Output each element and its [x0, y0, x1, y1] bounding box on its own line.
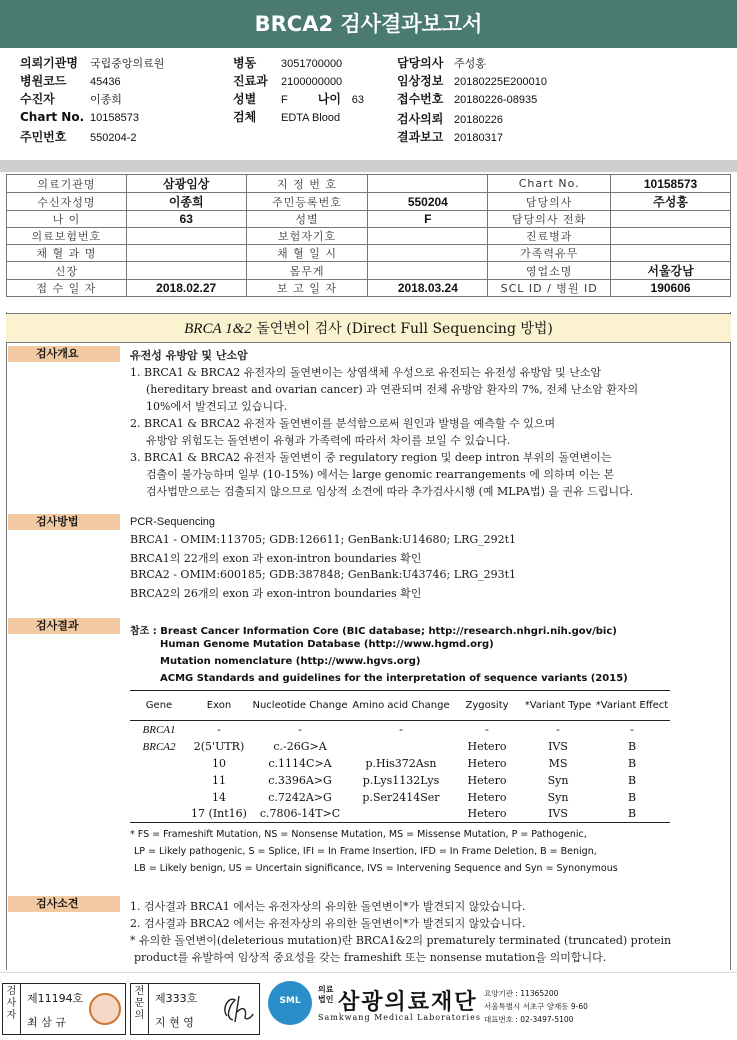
- overview-subtitle: 유전성 유방암 및 난소암: [130, 349, 248, 362]
- patient-field-label: 담당의사 전화: [488, 211, 611, 228]
- report-title-bar: [0, 0, 737, 48]
- patient-field-value: 63: [126, 211, 246, 228]
- patient-row: [7, 211, 731, 228]
- report-sheet: [0, 172, 737, 972]
- variant-cell: MS: [548, 756, 568, 770]
- patient-field-value: [126, 245, 246, 262]
- variant-row: [130, 806, 670, 823]
- variant-cell: [130, 755, 188, 772]
- variant-cell: c.3396A>G: [268, 773, 332, 787]
- patient-field-value: 550204: [368, 193, 488, 211]
- summary-field: 담당의사 주성홍: [397, 56, 486, 70]
- variant-row: [130, 738, 670, 755]
- variant-cell: [130, 789, 188, 806]
- org-label: 의료법인: [318, 985, 334, 1004]
- variant-cell: p.Lys1132Lys: [362, 773, 440, 787]
- patient-field-value: 10158573: [611, 175, 731, 193]
- report-title: BRCA2 검사결과보고서: [254, 12, 483, 36]
- patient-field-value: [611, 211, 731, 228]
- patient-field-value: 서울강남: [611, 262, 731, 280]
- summary-field: 결과보고 20180317: [397, 130, 503, 144]
- summary-field: 임상정보 20180225E200010: [397, 74, 547, 88]
- patient-field-label: Chart No.: [488, 175, 611, 193]
- patient-row: [7, 175, 731, 193]
- patient-field-value: [368, 262, 488, 280]
- summary-field: 의뢰기관명 국립중앙의료원: [20, 56, 165, 70]
- variant-cell: 17 (Int16): [188, 806, 250, 823]
- variant-cell: -: [217, 722, 221, 736]
- variant-cell: [350, 738, 452, 755]
- variant-column-header: *Variant Effect: [594, 691, 670, 721]
- reference-line: Human Genome Mutation Database (http://www.hgmd.org): [160, 639, 494, 650]
- variant-cell: IVS: [548, 739, 568, 753]
- variant-cell: BRCA1: [142, 723, 176, 736]
- doctor-label: 전문의: [131, 984, 149, 1034]
- summary-field: 수진자 이종희: [20, 92, 122, 106]
- summary-field: 주민번호 550204-2: [20, 130, 137, 144]
- patient-field-label: 접 수 일 자: [7, 280, 127, 297]
- variant-cell: p.His372Asn: [365, 756, 437, 770]
- variant-cell: [350, 806, 452, 823]
- org-name: 삼광의료재단: [338, 990, 478, 1015]
- sml-logo-icon: SML: [268, 981, 312, 1025]
- patient-field-label: 주민등록번호: [246, 193, 368, 211]
- patient-field-value: [368, 175, 488, 193]
- variant-cell: -: [630, 722, 634, 736]
- patient-field-value: [611, 228, 731, 245]
- seal-stamp-icon: [89, 993, 121, 1025]
- variant-cell: 11: [212, 773, 226, 787]
- variant-cell: -: [298, 722, 302, 736]
- test-title: BRCA 1&2 돌연변이 검사 (Direct Full Sequencing 방법): [6, 313, 731, 343]
- variant-cell: -: [399, 722, 403, 736]
- variant-row: [130, 789, 670, 806]
- patient-field-label: 채 혈 과 명: [7, 245, 127, 262]
- patient-field-label: 영업소명: [488, 262, 611, 280]
- inspector-license: 제11194호: [27, 992, 84, 1005]
- variant-cell: -: [556, 722, 560, 736]
- variant-column-header: Zygosity: [452, 691, 522, 721]
- patient-row: [7, 228, 731, 245]
- patient-field-value: [368, 228, 488, 245]
- patient-field-value: 주성홍: [611, 193, 731, 211]
- variant-column-header: *Variant Type: [522, 691, 594, 721]
- patient-field-label: 채 혈 일 시: [246, 245, 368, 262]
- inspector-signature-box: [2, 983, 126, 1035]
- patient-row: [7, 193, 731, 211]
- section-header-result: 검사결과: [8, 618, 120, 634]
- summary-field: 병동 3051700000: [233, 56, 343, 70]
- variant-column-header: Nucleotide Change: [250, 691, 350, 721]
- variant-cell: BRCA2: [142, 740, 176, 753]
- patient-row: [7, 280, 731, 297]
- patient-field-label: SCL ID / 병원 ID: [488, 280, 611, 297]
- summary-field: 검체 EDTA Blood: [233, 110, 341, 124]
- patient-field-label: 보 고 일 자: [246, 280, 368, 297]
- patient-field-label: 진료병과: [488, 228, 611, 245]
- patient-field-label: 나 이: [7, 211, 127, 228]
- inspector-name: 최 삼 규: [27, 1016, 66, 1029]
- patient-field-label: 가족력유무: [488, 245, 611, 262]
- overview-line: 1. BRCA1 & BRCA2 유전자의 돌연변이는 상염색체 우성으로 유전되는 유전성 유방암 및 난소암: [130, 366, 602, 379]
- variant-cell: c.-26G>A: [273, 739, 327, 753]
- variant-column-header: Amino acid Change: [350, 691, 452, 721]
- patient-field-label: 수신자성명: [7, 193, 127, 211]
- variant-cell: Syn: [547, 773, 569, 787]
- patient-field-label: 지 정 번 호: [246, 175, 368, 193]
- doctor-license: 제333호: [155, 992, 198, 1005]
- patient-row: [7, 245, 731, 262]
- patient-field-value: 190606: [611, 280, 731, 297]
- variant-cell: Hetero: [467, 790, 507, 804]
- findings-line: * 유의한 돌연변이(deleterious mutation)란 BRCA1&2의 prematurely terminated (truncated) protein: [130, 934, 672, 947]
- variant-cell: B: [627, 739, 637, 753]
- overview-line: 검출이 불가능하며 일부 (10-15%) 에서는 large genomic rearrangements 에 의하며 이는 본: [146, 468, 615, 481]
- reference-line: ACMG Standards and guidelines for the interpretation of sequence variants (2015): [160, 673, 628, 684]
- patient-field-label: 의료보험번호: [7, 228, 127, 245]
- variant-cell: [130, 806, 188, 823]
- variant-row: [130, 755, 670, 772]
- org-info-line: 서울특별시 서초구 양재동 9-60: [484, 1002, 588, 1011]
- method-line: PCR-Sequencing: [130, 516, 215, 528]
- variant-row: [130, 721, 670, 738]
- overview-line: 3. BRCA1 & BRCA2 유전자 돌연변이 중 regulatory region 및 deep intron 부위의 돌연변이는: [130, 451, 612, 464]
- method-line: BRCA1 - OMIM:113705; GDB:126611; GenBank:U14680; LRG_292t1: [130, 533, 517, 546]
- patient-field-value: [611, 245, 731, 262]
- variant-cell: B: [627, 756, 637, 770]
- variant-cell: [130, 772, 188, 789]
- patient-field-label: 보험자기호: [246, 228, 368, 245]
- doctor-signature-box: [130, 983, 260, 1035]
- variant-cell: Syn: [547, 790, 569, 804]
- variant-cell: B: [627, 773, 637, 787]
- summary-field: 병원코드 45436: [20, 74, 121, 88]
- overview-line: (hereditary breast and ovarian cancer) 과 연관되며 전체 유방암 환자의 7%, 전체 난소암 환자의: [146, 383, 639, 396]
- method-line: BRCA2 - OMIM:600185; GDB:387848; GenBank:U43746; LRG_293t1: [130, 568, 517, 581]
- findings-line: product를 유발하여 임상적 중요성을 갖는 frameshift 또는 nonsense mutation을 의미합니다.: [134, 951, 607, 964]
- summary-field: 검사의뢰 20180226: [397, 112, 503, 126]
- variant-cell: IVS: [522, 806, 594, 823]
- variant-cell: B: [594, 806, 670, 823]
- patient-info-table: [6, 174, 731, 297]
- variant-column-header: Gene: [130, 691, 188, 721]
- patient-field-value: F: [368, 211, 488, 228]
- summary-field: 진료과 2100000000: [233, 74, 343, 88]
- overview-line: 유방암 위험도는 돌연변이 유형과 가족력에 따라서 차이를 보일 수 있습니다.: [146, 434, 511, 447]
- org-english-name: Samkwang Medical Laboratories: [318, 1013, 481, 1022]
- variant-cell: Hetero: [467, 739, 507, 753]
- overview-line: 10%에서 발견되고 있습니다.: [146, 400, 288, 413]
- patient-row: [7, 262, 731, 280]
- section-header-method: 검사방법: [8, 514, 120, 530]
- variant-cell: Hetero: [452, 806, 522, 823]
- variant-cell: 2(5'UTR): [193, 739, 245, 753]
- patient-field-value: 이종희: [126, 193, 246, 211]
- summary-field: Chart No. 10158573: [20, 110, 139, 124]
- org-info: [484, 987, 588, 1026]
- summary-field: 접수번호 20180226-08935: [397, 92, 538, 106]
- variant-cell: Hetero: [467, 756, 507, 770]
- divider-bar: [0, 160, 737, 172]
- method-line: BRCA1의 22개의 exon 과 exon-intron boundaries 확인: [130, 552, 422, 565]
- variant-cell: 10: [212, 756, 226, 770]
- overview-line: 2. BRCA1 & BRCA2 유전자 돌연변이를 분석함으로써 원인과 발병을 예측할 수 있으며: [130, 417, 556, 430]
- patient-field-value: 2018.03.24: [368, 280, 488, 297]
- variant-row: [130, 772, 670, 789]
- summary-field: 성별 F 나이 63: [233, 92, 364, 106]
- signature-icon: [219, 992, 255, 1026]
- patient-field-value: 2018.02.27: [126, 280, 246, 297]
- patient-field-label: 의료기관명: [7, 175, 127, 193]
- section-header-overview: 검사개요: [8, 346, 120, 362]
- patient-field-label: 담당의사: [488, 193, 611, 211]
- patient-field-value: 삼광임상: [126, 175, 246, 193]
- footnote-line: LP = Likely pathogenic, S = Splice, IFI = In Frame Insertion, IFD = In Frame Deletion, B = Benign,: [134, 846, 597, 857]
- variant-cell: Hetero: [467, 773, 507, 787]
- footer-bar: [0, 972, 737, 1040]
- findings-line: 2. 검사결과 BRCA2 에서는 유전자상의 유의한 돌연변이*가 발견되지 않았습니다.: [130, 917, 526, 930]
- footnote-line: LB = Likely benign, US = Uncertain significance, IVS = Intervening Sequence and Syn = Synonymous: [134, 863, 618, 874]
- variant-cell: 14: [212, 790, 226, 804]
- patient-field-value: [368, 245, 488, 262]
- variant-table: [130, 690, 670, 823]
- reference-line: 참조 : Breast Cancer Information Core (BIC database; http://research.nhgri.nih.gov/bic): [130, 626, 617, 637]
- variant-cell: p.Ser2414Ser: [362, 790, 440, 804]
- variant-cell: -: [485, 722, 489, 736]
- variant-cell: c.7806-14T>C: [250, 806, 350, 823]
- findings-line: 1. 검사결과 BRCA1 에서는 유전자상의 유의한 돌연변이*가 발견되지 않았습니다.: [130, 900, 526, 913]
- variant-column-header: Exon: [188, 691, 250, 721]
- footnote-line: * FS = Frameshift Mutation, NS = Nonsense Mutation, MS = Missense Mutation, P = Pathogenic,: [130, 829, 587, 840]
- patient-field-label: 몸무게: [246, 262, 368, 280]
- method-line: BRCA2의 26개의 exon 과 exon-intron boundaries 확인: [130, 587, 422, 600]
- org-info-line: 요양기관 : 11365200: [484, 989, 559, 998]
- variant-cell: c.7242A>G: [268, 790, 332, 804]
- reference-line: Mutation nomenclature (http://www.hgvs.org): [160, 656, 421, 667]
- variant-cell: c.1114C>A: [268, 756, 332, 770]
- overview-line: 검사법만으로는 검출되지 않으므로 임상적 소견에 따라 추가검사시행 (예 MLPA법) 을 권유 드립니다.: [146, 485, 634, 498]
- patient-field-value: [126, 228, 246, 245]
- doctor-name: 지 현 영: [155, 1016, 194, 1029]
- org-info-line: 대표번호 : 02-3497-5100: [484, 1015, 574, 1024]
- patient-field-label: 성별: [246, 211, 368, 228]
- patient-field-value: [126, 262, 246, 280]
- summary-panel: [0, 48, 737, 160]
- patient-field-label: 신장: [7, 262, 127, 280]
- section-header-findings: 검사소견: [8, 896, 120, 912]
- variant-cell: B: [627, 790, 637, 804]
- inspector-label: 검사자: [3, 984, 21, 1034]
